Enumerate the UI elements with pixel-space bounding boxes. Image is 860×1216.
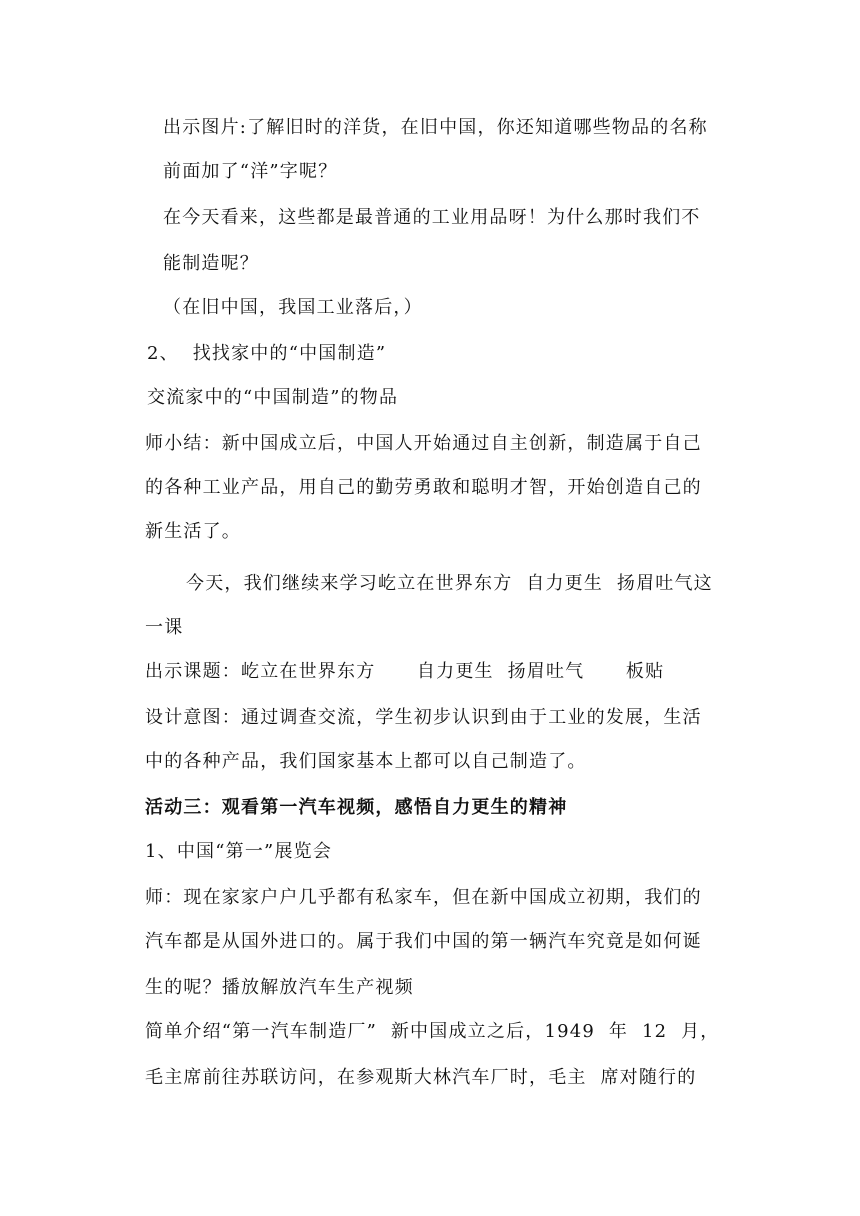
- paragraph-line: 的各种工业产品，用自己的勤劳勇敢和聪明才智，开始创造自己的: [145, 477, 702, 498]
- paragraph-line: 出示图片:了解旧时的洋货，在旧中国，你还知道哪些物品的名称: [163, 117, 708, 138]
- paragraph-line: 汽车都是从国外进口的。属于我们中国的第一辆汽车究竟是如何诞: [145, 931, 702, 952]
- list-item-heading: 2、 找找家中的“中国制造”: [147, 343, 387, 364]
- paragraph-line: 设计意图：通过调查交流，学生初步认识到由于工业的发展，生活: [145, 707, 702, 728]
- paragraph-line: 在今天看来，这些都是最普通的工业用品呀！为什么那时我们不: [163, 207, 701, 228]
- paragraph-line: 师：现在家家户户几乎都有私家车，但在新中国成立初期，我们的: [145, 887, 702, 908]
- paragraph-line: 生的呢？播放解放汽车生产视频: [145, 977, 414, 998]
- paragraph-line: 出示课题：屹立在世界东方 自力更生 扬眉吐气 板贴: [145, 661, 665, 682]
- paragraph-line: 今天，我们继续来学习屹立在世界东方 自力更生 扬眉吐气这: [186, 573, 713, 594]
- paragraph-line: 毛主席前往苏联访问，在参观斯大林汽车厂时，毛主 席对随行的: [145, 1067, 697, 1088]
- section-heading: 活动三：观看第一汽车视频，感悟自力更生的精神: [145, 797, 568, 818]
- paragraph-line: 能制造呢？: [163, 253, 259, 274]
- paragraph-line: 简单介绍“第一汽车制造厂” 新中国成立之后，1949 年 12 月，: [145, 1021, 720, 1042]
- paragraph-line: 师小结：新中国成立后，中国人开始通过自主创新，制造属于自己: [145, 433, 702, 454]
- paragraph-line: 中的各种产品，我们国家基本上都可以自己制造了。: [145, 751, 587, 772]
- paragraph-line: 交流家中的“中国制造”的物品: [147, 387, 399, 408]
- list-item-heading: 1、中国“第一”展览会: [145, 841, 333, 862]
- paragraph-line: 一课: [145, 617, 184, 638]
- paragraph-line: 新生活了。: [145, 521, 241, 542]
- paragraph-line: 前面加了“洋”字呢？: [163, 161, 338, 182]
- paragraph-line: （在旧中国，我国工业落后，）: [163, 297, 423, 318]
